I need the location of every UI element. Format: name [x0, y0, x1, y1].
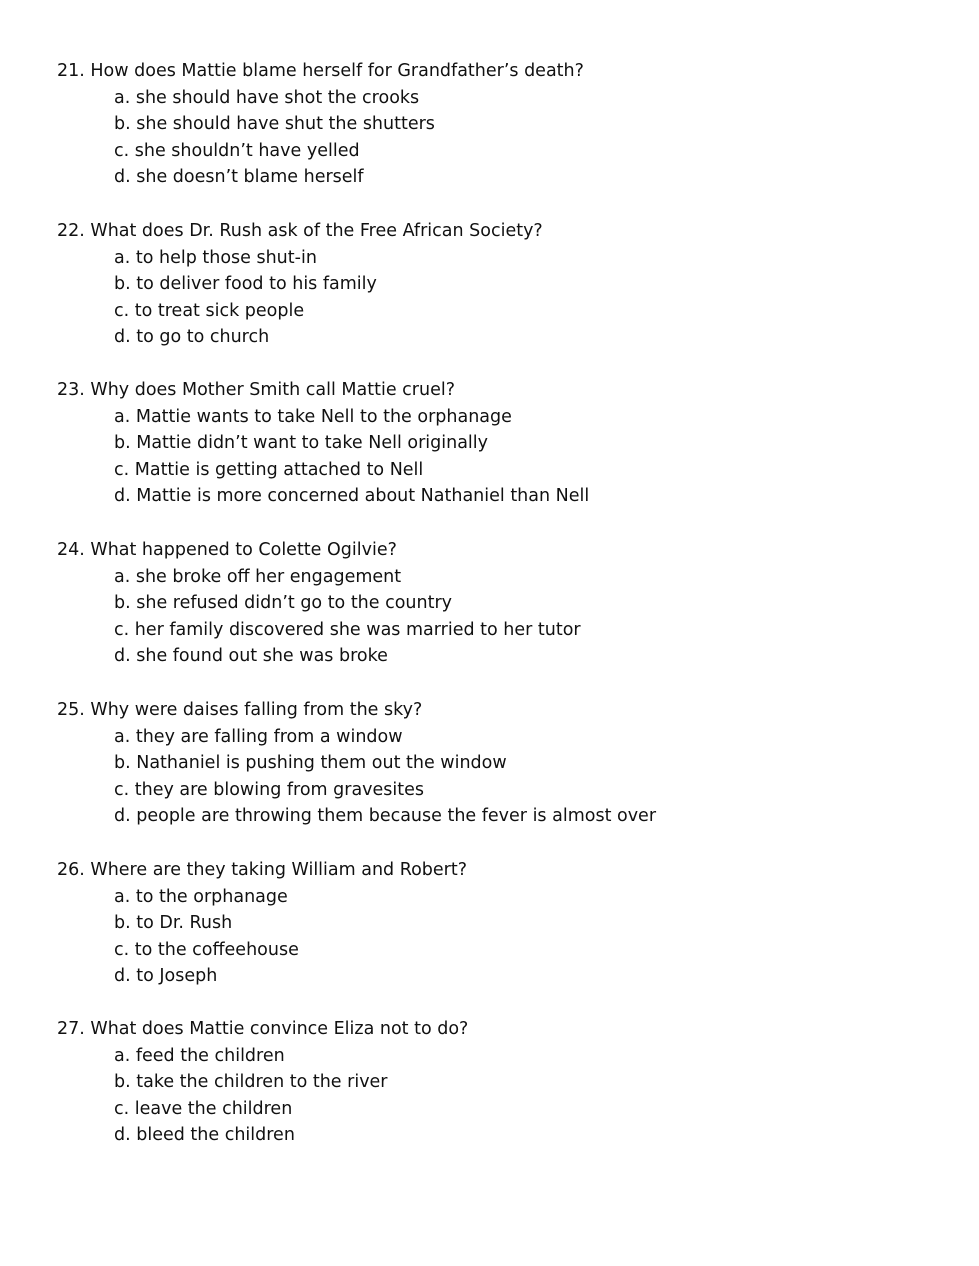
- question-stem: 23. Why does Mother Smith call Mattie cruel?: [57, 380, 455, 400]
- option-a: a. to the orphanage: [114, 886, 288, 907]
- question-22: [57, 218, 937, 351]
- option-d: d. she found out she was broke: [114, 646, 388, 667]
- question-stem: 26. Where are they taking William and Robert?: [57, 860, 468, 880]
- option-a: a. they are falling from a window: [114, 726, 403, 747]
- option-c: c. they are blowing from gravesites: [114, 779, 425, 800]
- option-a: a. Mattie wants to take Nell to the orphanage: [114, 406, 512, 427]
- option-d: d. people are throwing them because the fever is almost over: [114, 806, 657, 827]
- question-24: [57, 537, 937, 670]
- option-a: a. to help those shut-in: [114, 247, 317, 268]
- option-b: b. she should have shut the shutters: [114, 114, 435, 135]
- question-stem: 21. How does Mattie blame herself for Grandfather’s death?: [57, 61, 584, 81]
- option-a: a. she should have shot the crooks: [114, 87, 420, 108]
- option-c: c. leave the children: [114, 1098, 293, 1119]
- option-d: d. to go to church: [114, 327, 270, 348]
- option-b: b. Mattie didn’t want to take Nell originally: [114, 433, 489, 454]
- option-d: d. bleed the children: [114, 1125, 295, 1146]
- option-c: c. to the coffeehouse: [114, 939, 299, 960]
- question-21: [57, 58, 937, 191]
- option-c: c. her family discovered she was married to her tutor: [114, 619, 581, 640]
- option-d: d. to Joseph: [114, 966, 218, 987]
- answer-options: [57, 564, 937, 670]
- answer-options: [57, 404, 937, 510]
- answer-options: [57, 884, 937, 990]
- option-c: c. Mattie is getting attached to Nell: [114, 459, 424, 480]
- question-stem: 22. What does Dr. Rush ask of the Free African Society?: [57, 221, 543, 241]
- answer-options: [57, 1043, 937, 1149]
- answer-options: [57, 724, 937, 830]
- option-b: b. to Dr. Rush: [114, 913, 233, 934]
- question-stem: 25. Why were daises falling from the sky?: [57, 700, 423, 720]
- question-26: [57, 857, 937, 990]
- question-stem: 24. What happened to Colette Ogilvie?: [57, 540, 397, 560]
- option-a: a. feed the children: [114, 1045, 285, 1066]
- answer-options: [57, 245, 937, 351]
- option-d: d. Mattie is more concerned about Nathaniel than Nell: [114, 486, 590, 507]
- answer-options: [57, 85, 937, 191]
- question-27: [57, 1016, 937, 1149]
- option-d: d. she doesn’t blame herself: [114, 167, 364, 188]
- option-b: b. to deliver food to his family: [114, 274, 377, 295]
- question-stem: 27. What does Mattie convince Eliza not to do?: [57, 1019, 469, 1039]
- option-b: b. Nathaniel is pushing them out the window: [114, 753, 507, 774]
- option-b: b. take the children to the river: [114, 1072, 388, 1093]
- option-b: b. she refused didn’t go to the country: [114, 593, 453, 614]
- option-c: c. she shouldn’t have yelled: [114, 140, 360, 161]
- option-a: a. she broke off her engagement: [114, 566, 402, 587]
- option-c: c. to treat sick people: [114, 300, 305, 321]
- question-25: [57, 697, 937, 830]
- question-23: [57, 377, 937, 510]
